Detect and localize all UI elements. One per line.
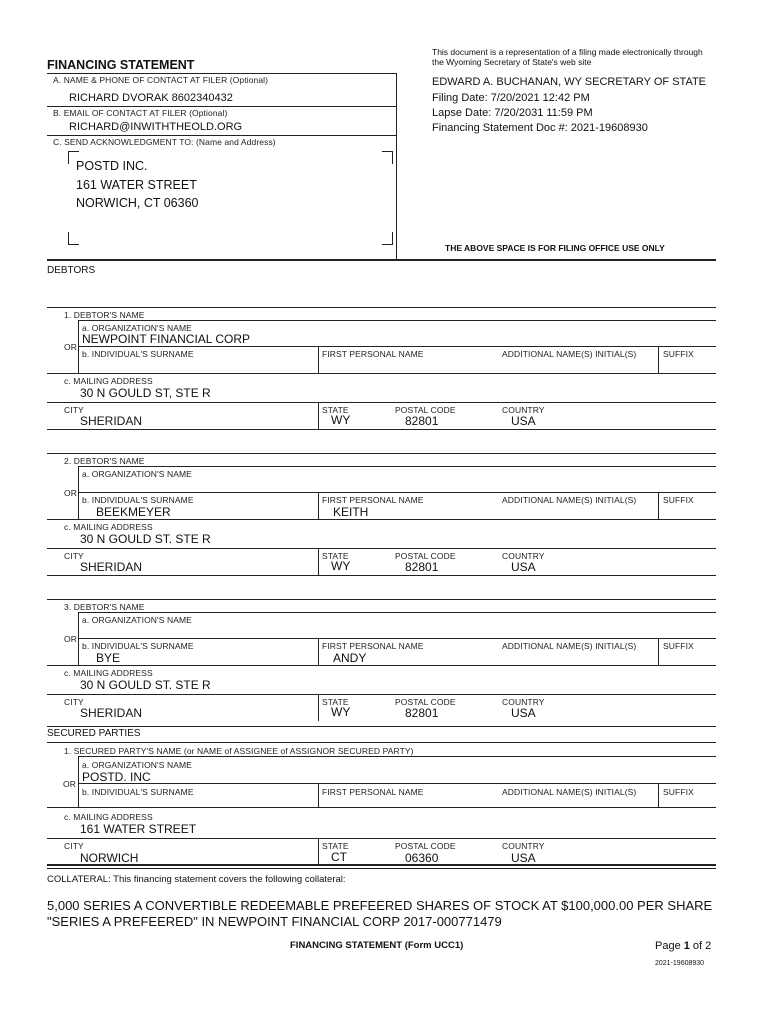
corner-mark: [382, 151, 393, 164]
rule: [47, 599, 716, 600]
contact-email-value: RICHARD@INWITHTHEOLD.ORG: [69, 121, 243, 133]
debtor-state: WY: [331, 705, 351, 719]
rule: [318, 783, 319, 807]
secured-state: CT: [331, 850, 347, 864]
country-label: COUNTRY: [502, 697, 545, 707]
rule: [47, 73, 396, 74]
debtors-heading: DEBTORS: [47, 265, 96, 276]
electronic-filing-note: This document is a representation of a filing made electronically through: [432, 47, 703, 57]
debtor-postal-code: 82801: [405, 706, 439, 720]
form-title: FINANCING STATEMENT: [47, 58, 195, 72]
rule: [47, 548, 716, 549]
rule: [658, 638, 659, 665]
secured-parties-heading: SECURED PARTIES: [47, 728, 141, 739]
rule: [47, 373, 716, 374]
indiv-surname-label: b. INDIVIDUAL'S SURNAME: [82, 641, 194, 651]
secured-party-name-label: 1. SECURED PARTY'S NAME (or NAME of ASSIGNEE of ASSIGNOR SECURED PARTY): [64, 746, 414, 756]
suffix-label: SUFFIX: [663, 641, 694, 651]
debtor-state: WY: [331, 413, 351, 427]
rule: [47, 429, 716, 430]
city-label: CITY: [64, 405, 84, 415]
first-name-label: FIRST PERSONAL NAME: [322, 349, 424, 359]
mailing-address-label: c. MAILING ADDRESS: [64, 522, 153, 532]
debtor-country: USA: [511, 560, 536, 574]
state-label: STATE: [322, 405, 349, 415]
city-label: CITY: [64, 697, 84, 707]
secured-mailing-label: c. MAILING ADDRESS: [64, 812, 153, 822]
rule: [47, 838, 716, 839]
rule: [47, 307, 716, 308]
org-name-label: a. ORGANIZATION'S NAME: [82, 615, 192, 625]
indiv-surname-label: b. INDIVIDUAL'S SURNAME: [82, 495, 194, 505]
rule: [78, 346, 716, 347]
rule: [78, 612, 716, 613]
collateral-line-2: "SERIES A PREFEERED" IN NEWPOINT FINANCIAL CORP 2017-000771479: [47, 914, 502, 929]
postal-code-label: POSTAL CODE: [395, 405, 456, 415]
contact-name-label: A. NAME & PHONE OF CONTACT AT FILER (Optional): [53, 75, 269, 85]
debtor-country: USA: [511, 414, 536, 428]
collateral-line-1: 5,000 SERIES A CONVERTIBLE REDEEMABLE PREFEERED SHARES OF STOCK AT $100,000.00 PER SHARE: [47, 898, 713, 913]
contact-name-value: RICHARD DVORAK 8602340432: [69, 92, 233, 104]
debtor-postal-code: 82801: [405, 414, 439, 428]
document-reference: 2021-19608930: [655, 960, 705, 967]
secured-country: USA: [511, 851, 536, 865]
secured-postal-label: POSTAL CODE: [395, 841, 456, 851]
or-label: OR: [64, 342, 77, 352]
org-name-label: a. ORGANIZATION'S NAME: [82, 469, 192, 479]
page-indicator: [655, 940, 711, 952]
rule: [47, 135, 396, 136]
additional-name-label: ADDITIONAL NAME(S) INITIAL(S): [502, 641, 637, 651]
contact-email-label: B. EMAIL OF CONTACT AT FILER (Optional): [53, 108, 228, 118]
secured-org-name: POSTD. INC: [82, 770, 151, 784]
debtor-address: 30 N GOULD ST. STE R: [80, 532, 211, 546]
acknowledgment-label: C. SEND ACKNOWLEDGMENT TO: (Name and Address): [53, 137, 276, 147]
org-name-label: a. ORGANIZATION'S NAME: [82, 323, 192, 333]
suffix-label: SUFFIX: [663, 495, 694, 505]
debtor-address: 30 N GOULD ST, STE R: [80, 386, 211, 400]
rule: [47, 864, 716, 866]
page-prefix: Page: [655, 940, 684, 952]
first-name-label: FIRST PERSONAL NAME: [322, 641, 424, 651]
debtor-org-name: NEWPOINT FINANCIAL CORP: [82, 332, 251, 346]
rule: [658, 783, 659, 807]
rule: [78, 756, 79, 807]
rule: [318, 402, 319, 429]
or-label: OR: [64, 488, 77, 498]
rule: [47, 742, 716, 743]
ack-city: NORWICH, CT 06360: [76, 196, 199, 210]
rule: [658, 492, 659, 519]
country-label: COUNTRY: [502, 551, 545, 561]
additional-name-label: ADDITIONAL NAME(S) INITIAL(S): [502, 349, 637, 359]
rule: [658, 346, 659, 373]
secured-suffix-label: SUFFIX: [663, 787, 694, 797]
secured-city-label: CITY: [64, 841, 84, 851]
lapse-date: Lapse Date: 7/20/2031 11:59 PM: [432, 107, 593, 119]
mailing-address-label: c. MAILING ADDRESS: [64, 668, 153, 678]
rule: [318, 638, 319, 665]
ack-name: POSTD INC.: [76, 159, 148, 173]
debtor-city: SHERIDAN: [80, 414, 143, 428]
or-label: OR: [63, 779, 76, 789]
office-use-note: THE ABOVE SPACE IS FOR FILING OFFICE USE ONLY: [445, 243, 665, 253]
postal-code-label: POSTAL CODE: [395, 551, 456, 561]
state-label: STATE: [322, 697, 349, 707]
secured-org-label: a. ORGANIZATION'S NAME: [82, 760, 192, 770]
rule: [318, 492, 319, 519]
secretary-of-state: EDWARD A. BUCHANAN, WY SECRETARY OF STATE: [432, 76, 707, 88]
rule: [47, 807, 716, 808]
filing-date: Filing Date: 7/20/2021 12:42 PM: [432, 92, 590, 104]
debtor-country: USA: [511, 706, 536, 720]
debtor-city: SHERIDAN: [80, 706, 143, 720]
postal-code-label: POSTAL CODE: [395, 697, 456, 707]
rule: [318, 694, 319, 721]
rule: [47, 402, 716, 403]
debtor-first-name: KEITH: [333, 505, 369, 519]
collateral-label: COLLATERAL: This financing statement covers the following collateral:: [47, 874, 346, 885]
secured-state-label: STATE: [322, 841, 349, 851]
secured-additional-label: ADDITIONAL NAME(S) INITIAL(S): [502, 787, 637, 797]
debtor-surname: BEEKMEYER: [96, 505, 171, 519]
electronic-filing-note-2: the Wyoming Secretary of State's web site: [432, 57, 592, 67]
rule: [78, 756, 716, 757]
rule: [396, 73, 397, 259]
secured-postal: 06360: [405, 851, 439, 865]
form-name: FINANCING STATEMENT (Form UCC1): [290, 940, 464, 951]
rule: [318, 838, 319, 864]
rule: [78, 320, 716, 321]
rule: [78, 638, 716, 639]
rule: [47, 575, 716, 576]
secured-country-label: COUNTRY: [502, 841, 545, 851]
or-label: OR: [64, 634, 77, 644]
rule: [318, 548, 319, 575]
ack-street: 161 WATER STREET: [76, 178, 197, 192]
debtor-address: 30 N GOULD ST. STE R: [80, 678, 211, 692]
secured-city: NORWICH: [80, 851, 139, 865]
page-number: 1: [683, 940, 690, 952]
rule: [47, 694, 716, 695]
rule: [47, 106, 396, 107]
document-number: Financing Statement Doc #: 2021-19608930: [432, 122, 648, 134]
rule: [47, 868, 716, 869]
state-label: STATE: [322, 551, 349, 561]
indiv-surname-label: b. INDIVIDUAL'S SURNAME: [82, 349, 194, 359]
debtor-number-label: 2. DEBTOR'S NAME: [64, 456, 145, 466]
page-suffix: of 2: [689, 940, 712, 952]
rule: [47, 519, 716, 520]
rule: [78, 466, 716, 467]
secured-surname-label: b. INDIVIDUAL'S SURNAME: [82, 787, 194, 797]
debtor-city: SHERIDAN: [80, 560, 143, 574]
rule: [47, 726, 716, 727]
rule: [78, 492, 716, 493]
secured-first-label: FIRST PERSONAL NAME: [322, 787, 424, 797]
rule: [47, 453, 716, 454]
secured-address: 161 WATER STREET: [80, 822, 197, 836]
suffix-label: SUFFIX: [663, 349, 694, 359]
rule: [47, 665, 716, 666]
debtor-number-label: 3. DEBTOR'S NAME: [64, 602, 145, 612]
additional-name-label: ADDITIONAL NAME(S) INITIAL(S): [502, 495, 637, 505]
debtor-number-label: 1. DEBTOR'S NAME: [64, 310, 145, 320]
rule: [318, 346, 319, 373]
corner-mark: [68, 232, 79, 245]
corner-mark: [382, 232, 393, 245]
rule: [47, 259, 716, 261]
country-label: COUNTRY: [502, 405, 545, 415]
rule: [78, 783, 716, 784]
mailing-address-label: c. MAILING ADDRESS: [64, 376, 153, 386]
debtor-state: WY: [331, 559, 351, 573]
first-name-label: FIRST PERSONAL NAME: [322, 495, 424, 505]
debtor-postal-code: 82801: [405, 560, 439, 574]
debtor-surname: BYE: [96, 651, 121, 665]
debtor-first-name: ANDY: [333, 651, 367, 665]
city-label: CITY: [64, 551, 84, 561]
